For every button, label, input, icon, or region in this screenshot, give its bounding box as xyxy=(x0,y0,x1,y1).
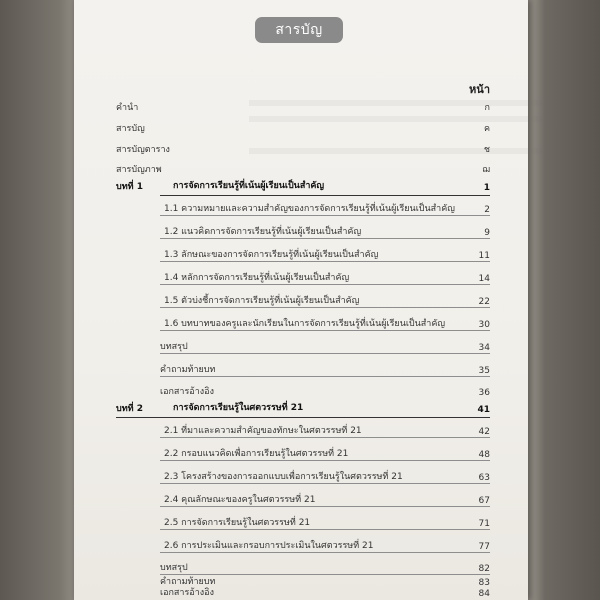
section-divider xyxy=(160,483,490,484)
page-column-header: หน้า xyxy=(469,83,490,96)
section-page: 77 xyxy=(478,542,490,552)
toc-row-front-3 xyxy=(116,160,490,176)
section-divider xyxy=(160,552,490,553)
section-divider xyxy=(160,307,490,308)
section-page: 11 xyxy=(478,251,490,261)
toc-row-1-5 xyxy=(164,291,490,307)
section-label: 2.5 การจัดการเรียนรู้ในศตวรรษที่ 21 xyxy=(164,518,311,528)
section-page: 82 xyxy=(478,564,490,574)
chapter-number: บทที่ 2 xyxy=(116,404,143,414)
toc-row-front-0 xyxy=(116,98,490,114)
chapter-number: บทที่ 1 xyxy=(116,182,143,192)
toc-row-2-6 xyxy=(164,536,490,552)
toc-row-2-1 xyxy=(164,421,490,437)
section-label: 1.5 ตัวบ่งชี้การจัดการเรียนรู้ที่เน้นผู้เรียนเป็นสำคัญ xyxy=(164,296,360,306)
section-page: 71 xyxy=(478,519,490,529)
section-label: 1.6 บทบาทของครูและนักเรียนในการจัดการเรียนรู้ที่เน้นผู้เรียนเป็นสำคัญ xyxy=(164,319,446,329)
toc-row-2-5 xyxy=(164,513,490,529)
section-label: 2.4 คุณลักษณะของครูในศตวรรษที่ 21 xyxy=(164,495,316,505)
section-page: 35 xyxy=(478,366,490,376)
section-divider xyxy=(160,238,490,239)
toc-entry-label: สารบัญ xyxy=(116,124,145,134)
section-label: 1.2 แนวคิดการจัดการเรียนรู้ที่เน้นผู้เรียนเป็นสำคัญ xyxy=(164,227,362,237)
toc-entry-label: คำนำ xyxy=(116,103,139,113)
toc-entry-label: สารบัญตาราง xyxy=(116,145,170,155)
section-page: 84 xyxy=(478,589,490,599)
section-label: บทสรุป xyxy=(160,342,188,352)
chapter-divider xyxy=(160,195,490,196)
toc-row-1-summary xyxy=(160,337,490,353)
toc-row-1-references xyxy=(160,382,490,398)
toc-row-1-2 xyxy=(164,222,490,238)
toc-row-1-questions xyxy=(160,360,490,376)
chapter-title: การจัดการเรียนรู้ในศตวรรษที่ 21 xyxy=(173,403,304,413)
toc-row-front-2 xyxy=(116,140,490,156)
section-label: 1.3 ลักษณะของการจัดการเรียนรู้ที่เน้นผู้เรียนเป็นสำคัญ xyxy=(164,250,379,260)
section-label: 2.3 โครงสร้างของการออกแบบเพื่อการเรียนรู้ในศตวรรษที่ 21 xyxy=(164,472,403,482)
chapter-page: 1 xyxy=(483,183,490,193)
section-divider xyxy=(160,376,490,377)
toc-row-front-1 xyxy=(116,119,490,135)
toc-title: สารบัญ xyxy=(275,22,323,38)
section-page: 14 xyxy=(478,274,490,284)
toc-row-2-2 xyxy=(164,444,490,460)
toc-entry-page: ช xyxy=(483,145,490,155)
section-label: 1.1 ความหมายและความสำคัญของการจัดการเรียนรู้ที่เน้นผู้เรียนเป็นสำคัญ xyxy=(164,204,455,214)
section-page: 63 xyxy=(478,473,490,483)
chapter-1-row xyxy=(116,177,490,193)
section-label: เอกสารอ้างอิง xyxy=(160,387,214,397)
toc-entry-page: ค xyxy=(483,124,490,134)
toc-row-2-3 xyxy=(164,467,490,483)
section-page: 42 xyxy=(478,427,490,437)
toc-row-2-references xyxy=(160,588,490,599)
toc-row-1-1 xyxy=(164,199,490,215)
section-page: 48 xyxy=(478,450,490,460)
section-divider xyxy=(160,330,490,331)
toc-title-badge xyxy=(255,17,343,43)
section-label: 2.1 ที่มาและความสำคัญของทักษะในศตวรรษที่ 21 xyxy=(164,426,362,436)
section-page: 67 xyxy=(478,496,490,506)
section-label: บทสรุป xyxy=(160,563,188,573)
section-page: 22 xyxy=(478,297,490,307)
section-divider xyxy=(160,529,490,530)
toc-entry-label: สารบัญภาพ xyxy=(116,165,162,175)
section-label: 1.4 หลักการจัดการเรียนรู้ที่เน้นผู้เรียนเป็นสำคัญ xyxy=(164,273,350,283)
section-divider xyxy=(160,353,490,354)
section-divider xyxy=(160,460,490,461)
section-page: 83 xyxy=(478,578,490,588)
section-divider xyxy=(160,284,490,285)
toc-entry-page: ฌ xyxy=(482,165,490,175)
chapter-2-row xyxy=(116,399,490,415)
section-divider xyxy=(160,215,490,216)
toc-row-2-summary xyxy=(160,558,490,574)
section-page: 9 xyxy=(484,228,490,238)
chapter-page: 41 xyxy=(477,405,490,415)
section-page: 34 xyxy=(478,343,490,353)
toc-page xyxy=(74,0,528,600)
section-label: คำถามท้ายบท xyxy=(160,577,216,587)
chapter-divider xyxy=(116,417,490,418)
section-label: 2.2 กรอบแนวคิดเพื่อการเรียนรู้ในศตวรรษที่ 21 xyxy=(164,449,349,459)
section-divider xyxy=(160,437,490,438)
section-page: 2 xyxy=(484,205,490,215)
section-label: เอกสารอ้างอิง xyxy=(160,588,214,598)
section-divider xyxy=(160,506,490,507)
toc-row-1-3 xyxy=(164,245,490,261)
section-page: 30 xyxy=(478,320,490,330)
section-label: 2.6 การประเมินและกรอบการประเมินในศตวรรษที่ 21 xyxy=(164,541,374,551)
section-page: 36 xyxy=(478,388,490,398)
section-divider xyxy=(160,261,490,262)
toc-entry-page: ก xyxy=(484,103,490,113)
section-label: คำถามท้ายบท xyxy=(160,365,216,375)
toc-row-2-4 xyxy=(164,490,490,506)
toc-row-1-6 xyxy=(164,314,490,330)
toc-row-1-4 xyxy=(164,268,490,284)
chapter-title: การจัดการเรียนรู้ที่เน้นผู้เรียนเป็นสำคัญ xyxy=(173,181,325,191)
